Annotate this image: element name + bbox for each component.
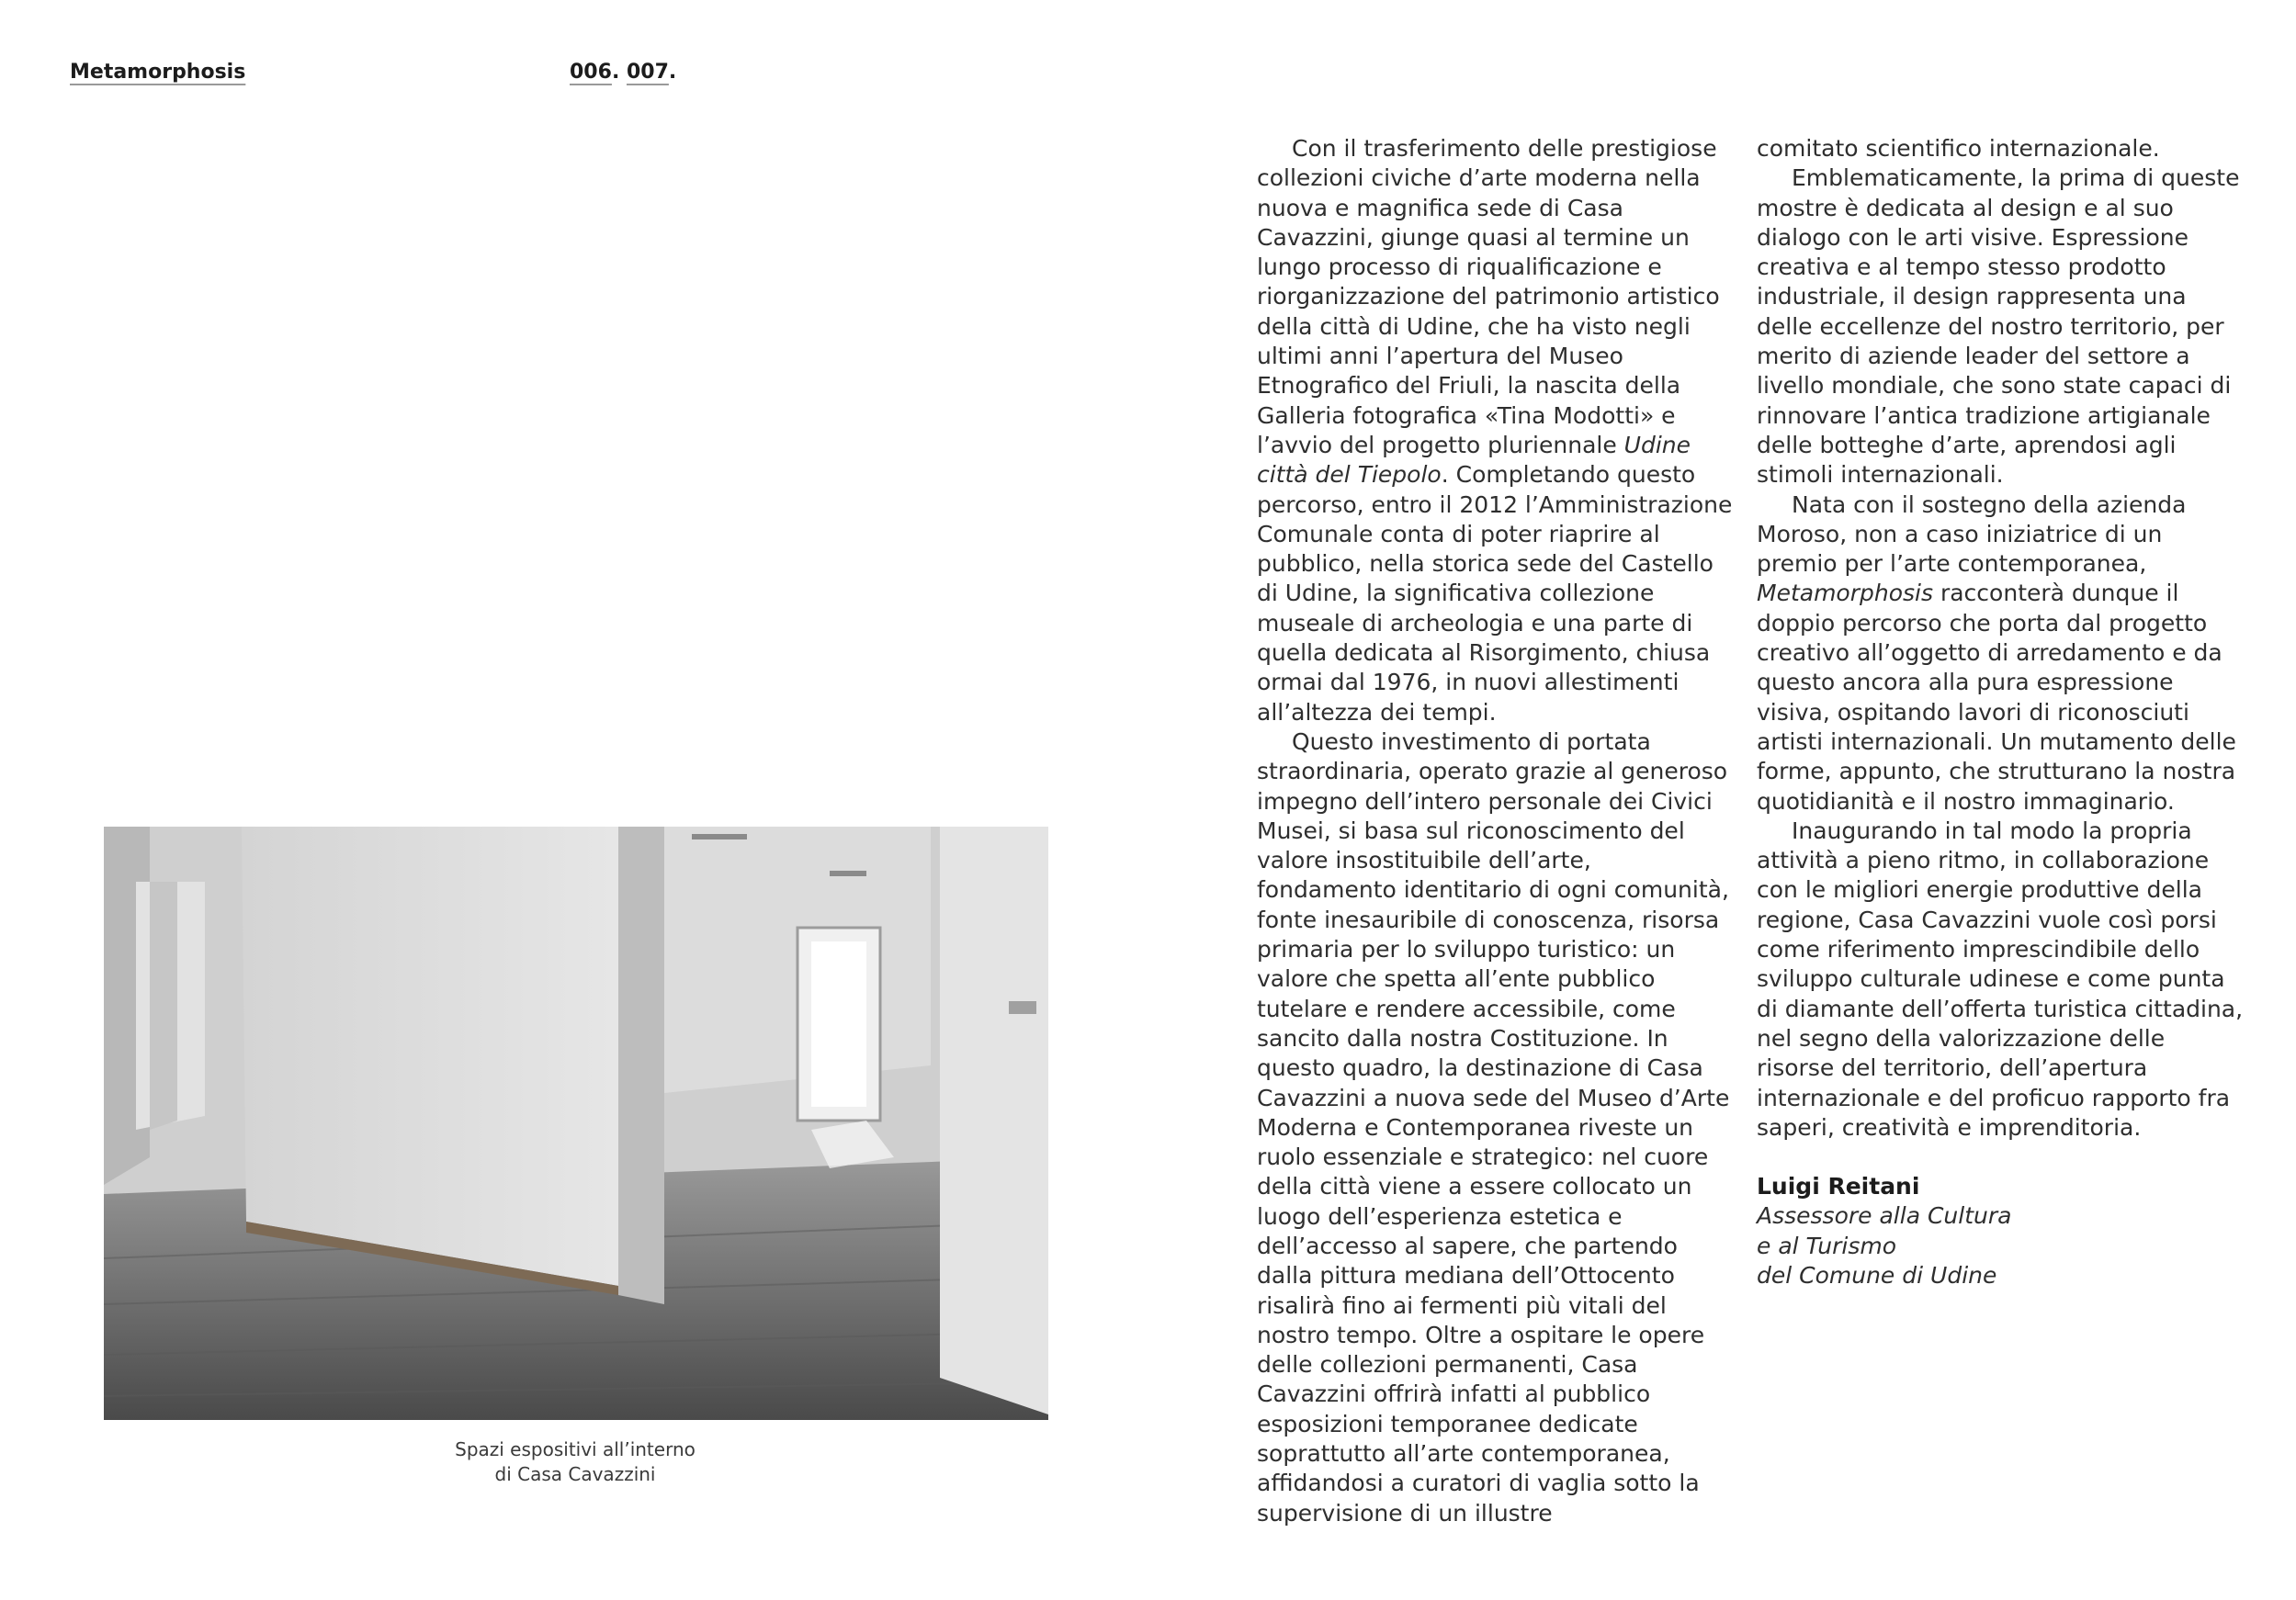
page-number-right: 007	[626, 61, 669, 84]
author-name: Luigi Reitani	[1757, 1173, 1920, 1200]
paragraph: Nata con il sostegno della azienda Moroso, non a caso iniziatrice di un premio per l’arte contemporanea, Metamorphosis racconterà dunque il doppio percorso che porta dal progetto creativo all’oggetto di arredamento e da questo ancora alla pura espressione visiva, ospitando lavori di riconosciuti artisti internazionali. Un mutamento delle forme, appunto, che strutturano la nostra quotidianità e il nostro immaginario.	[1757, 490, 2236, 815]
paragraph-continued: comitato scientifico internazionale.	[1757, 135, 2160, 162]
caption-line-2: di Casa Cavazzini	[494, 1463, 656, 1485]
text-column-right	[1757, 134, 2245, 1290]
page-number-left: 006	[570, 61, 612, 84]
paragraph: Inaugurando in tal modo la propria attività a pieno ritmo, in collaborazione con le migliori energie produttive della regione, Casa Cavazzini vuole così porsi come riferimento imprescindibile dello sviluppo culturale udinese e come punta di diamante dell’offerta turistica cittadina, nel segno della valorizzazione delle risorse del territorio, dell’apertura internazionale e del proficuo rapporto fra saperi, creatività e imprenditoria.	[1757, 817, 2244, 1141]
author-role-line-2: e al Turismo	[1757, 1232, 1897, 1259]
caption-line-1: Spazi espositivi all’interno	[455, 1438, 696, 1460]
page-numbers: 006. 007.	[570, 61, 677, 84]
paragraph: Emblematicamente, la prima di queste mostre è dedicata al design e al suo dialogo con le arti visive. Espressione creativa e al tempo stesso prodotto industriale, il design rappresenta una delle eccellenze del nostro territorio, per merito di aziende leader del settore a livello mondiale, che sono state capaci di rinnovare l’antica tradizione artigianale delle botteghe d’arte, aprendosi agli stimoli internazionali.	[1757, 164, 2240, 489]
signature	[1757, 1172, 2245, 1290]
text-column-left	[1257, 134, 1735, 1528]
paragraph: Con il trasferimento delle prestigiose collezioni civiche d’arte moderna nella nuova e magnifica sede di Casa Cavazzini, giunge quasi al termine un lungo processo di riqualificazione e riorganizzazione del patrimonio artistico della città di Udine, che ha visto negli ultimi anni l’apertura del Museo Etnografico del Friuli, la nascita della Galleria fotografica «Tina Modotti» e l’avvio del progetto pluriennale Udine città del Tiepolo. Completando questo percorso, entro il 2012 l’Amministrazione Comunale conta di poter riaprire al pubblico, nella storica sede del Castello di Udine, la significativa collezione museale di archeologia e una parte di quella dedicata al Risorgimento, chiusa ormai dal 1976, in nuovi allestimenti all’altezza dei tempi.	[1257, 135, 1733, 726]
gallery-photo	[104, 827, 1048, 1420]
author-role-line-1: Assessore alla Cultura	[1757, 1202, 2012, 1230]
author-role-line-3: del Comune di Udine	[1757, 1261, 1997, 1289]
paragraph: Questo investimento di portata straordinaria, operato grazie al generoso impegno dell’intero personale dei Civici Musei, si basa sul riconoscimento del valore insostituibile dell’arte, fondamento identitario di ogni comunità, fonte inesauribile di conoscenza, risorsa primaria per lo sviluppo turistico: un valore che spetta all’ente pubblico tutelare e rendere accessibile, come sancito dalla nostra Costituzione. In questo quadro, la destinazione di Casa Cavazzini a nuova sede del Museo d’Arte Moderna e Contemporanea riveste un ruolo essenziale e strategico: nel cuore della città viene a essere collocato un luogo dell’esperienza estetica e dell’accesso al sapere, che partendo dalla pittura mediana dell’Ottocento risalirà fino ai fermenti più vitali del nostro tempo. Oltre a ospitare le opere delle collezioni permanenti, Casa Cavazzini offrirà infatti al pubblico esposizioni temporanee dedicate soprattutto all’arte contemporanea, affidandosi a curatori di vaglia sotto la supervisione di un illustre	[1257, 727, 1730, 1527]
photo-caption	[345, 1437, 805, 1487]
running-title: Metamorphosis	[70, 61, 246, 84]
